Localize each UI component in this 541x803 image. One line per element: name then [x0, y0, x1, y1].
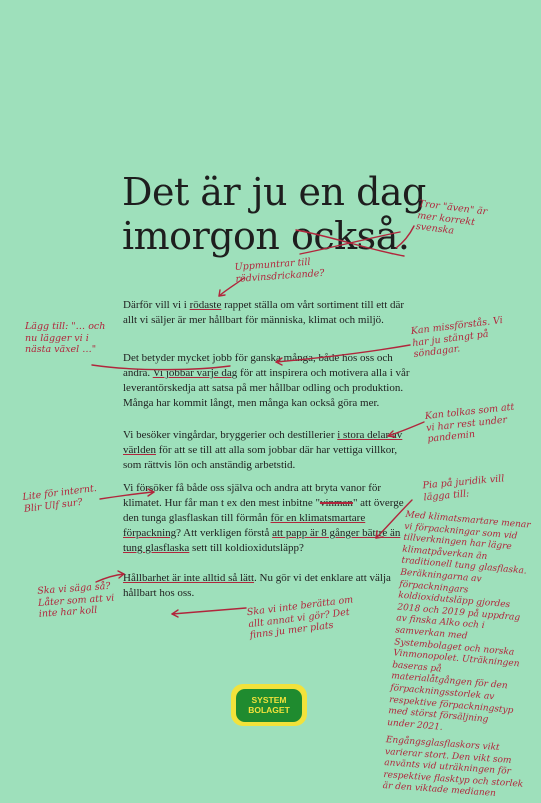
- headline-struck-word: också: [291, 214, 398, 258]
- paragraph-4-text-end: sett till koldioxidutsläpp?: [189, 542, 304, 554]
- paragraph-5-underlined: Hållbarhet är inte alltid så lätt: [123, 572, 255, 584]
- logo-line-1: SYSTEM: [251, 695, 287, 705]
- note-tror: Tror "även" är mer korrekt svenska: [415, 198, 488, 237]
- arrow-uppmuntrar-head: [219, 290, 225, 296]
- paragraph-4-underlined-2: att papp är 8 gånger bättre än tung glasflaska: [123, 527, 401, 554]
- note-lite-internt: Lite för internt. Blir Ulf sur?: [21, 482, 98, 515]
- paragraph-5-text-end: . Nu gör vi det enklare att välja hållbart hos oss.: [123, 572, 391, 599]
- paragraph-3-text: Vi besöker vingårdar, bryggerier och destillerier: [123, 429, 338, 441]
- note-beratta: Ska vi inte berätta om allt annat vi gör? Det finns ju mer plats: [246, 594, 354, 642]
- note-ska-vi: Ska vi säga så? Låter som att vi inte har koll: [36, 580, 115, 620]
- paragraph-4-struck-word: vinman: [319, 497, 353, 509]
- paragraph-4: [123, 481, 413, 556]
- note-juridik-text: Med klimatsmartare menar vi förpackningar som vid tillverkningen har lägre klimatpåverkan än traditionell tung glasflaska. Beräkningarna av förpackningars koldioxidutsläpp gjordes 2018 och 2019 på uppdrag av finska Alko och i samverkan med Systembolaget och norska Vinmonopolet. Uträkningen baseras på materialåtgången för den förpackningsstorlek av respektive förpackningstyp med störst försäljning under 2021.: [386, 509, 531, 733]
- headline-line-2-prefix: imorgon: [122, 214, 291, 258]
- paragraph-4-underlined-1: för en klimatsmartare förpackning: [123, 512, 366, 539]
- paragraph-4-text: Vi försöker få både oss själva och andra att bryta vanor för klimatet. Hur får man t ex den mest inbitne ": [123, 482, 382, 509]
- headline: [122, 170, 426, 258]
- paragraph-1-text: Därför vill vi i: [123, 299, 190, 311]
- arrow-beratta-head: [172, 610, 178, 617]
- arrow-beratta: [172, 608, 246, 614]
- paragraph-4-text-mid: " att överge den tunga glasflaskan till förmån: [123, 497, 404, 524]
- paragraph-2-underlined: Vi jobbar varje dag: [152, 367, 238, 379]
- paragraph-3-text-end: för att se till att alla som jobbar där har vettiga villkor, som rättvis lön och anständig arbetstid.: [123, 444, 398, 471]
- headline-line-1: Det är ju en dag: [122, 170, 426, 214]
- note-pia: Pia på juridik vill lägga till:: [422, 473, 505, 503]
- systembolaget-logo: [231, 684, 307, 726]
- note-lagg-till: Lägg till: "… och nu lägger vi i nästa växel …": [25, 321, 106, 355]
- note-missforstas: Kan missförstås. Vi har ju stängt på söndagar.: [410, 314, 504, 360]
- paragraph-5: [123, 571, 413, 601]
- note-engangs: Engångsglasflaskors vikt varierar stort. Den vikt som använts vid uträkningen för respektive flasktyp och storlek är den viktade medianen: [382, 735, 524, 800]
- note-tolkas: Kan tolkas som att vi har rest under pandemin: [424, 401, 515, 445]
- paragraph-1-text-end: rappet ställa om vårt sortiment till ett där allt vi säljer är mer hållbart för människa, klimat och miljö.: [123, 299, 405, 326]
- logo-line-2: BOLAGET: [248, 705, 290, 715]
- paragraph-2-text-end: för att inspirera och motivera alla i vår leverantörskedja att satsa på mer hållbar odling och produktion. Många har kommit långt, men många kan också göra mer.: [123, 367, 410, 409]
- paragraph-3: [123, 428, 413, 473]
- paragraph-1: [123, 298, 413, 328]
- headline-period: .: [397, 214, 410, 258]
- paragraph-4-text-mid2: ? Att verkligen förstå: [176, 527, 273, 539]
- logo-inner: [236, 689, 302, 722]
- paragraph-3-underlined: i stora delar av världen: [123, 429, 403, 456]
- note-uppmuntrar: Uppmuntrar till rödvinsdrickande?: [234, 256, 325, 285]
- paragraph-1-underlined: rödaste: [189, 299, 222, 311]
- paragraph-2: [123, 351, 413, 411]
- paragraph-2-text: Det betyder mycket jobb för ganska många, både hos oss och andra.: [123, 352, 393, 379]
